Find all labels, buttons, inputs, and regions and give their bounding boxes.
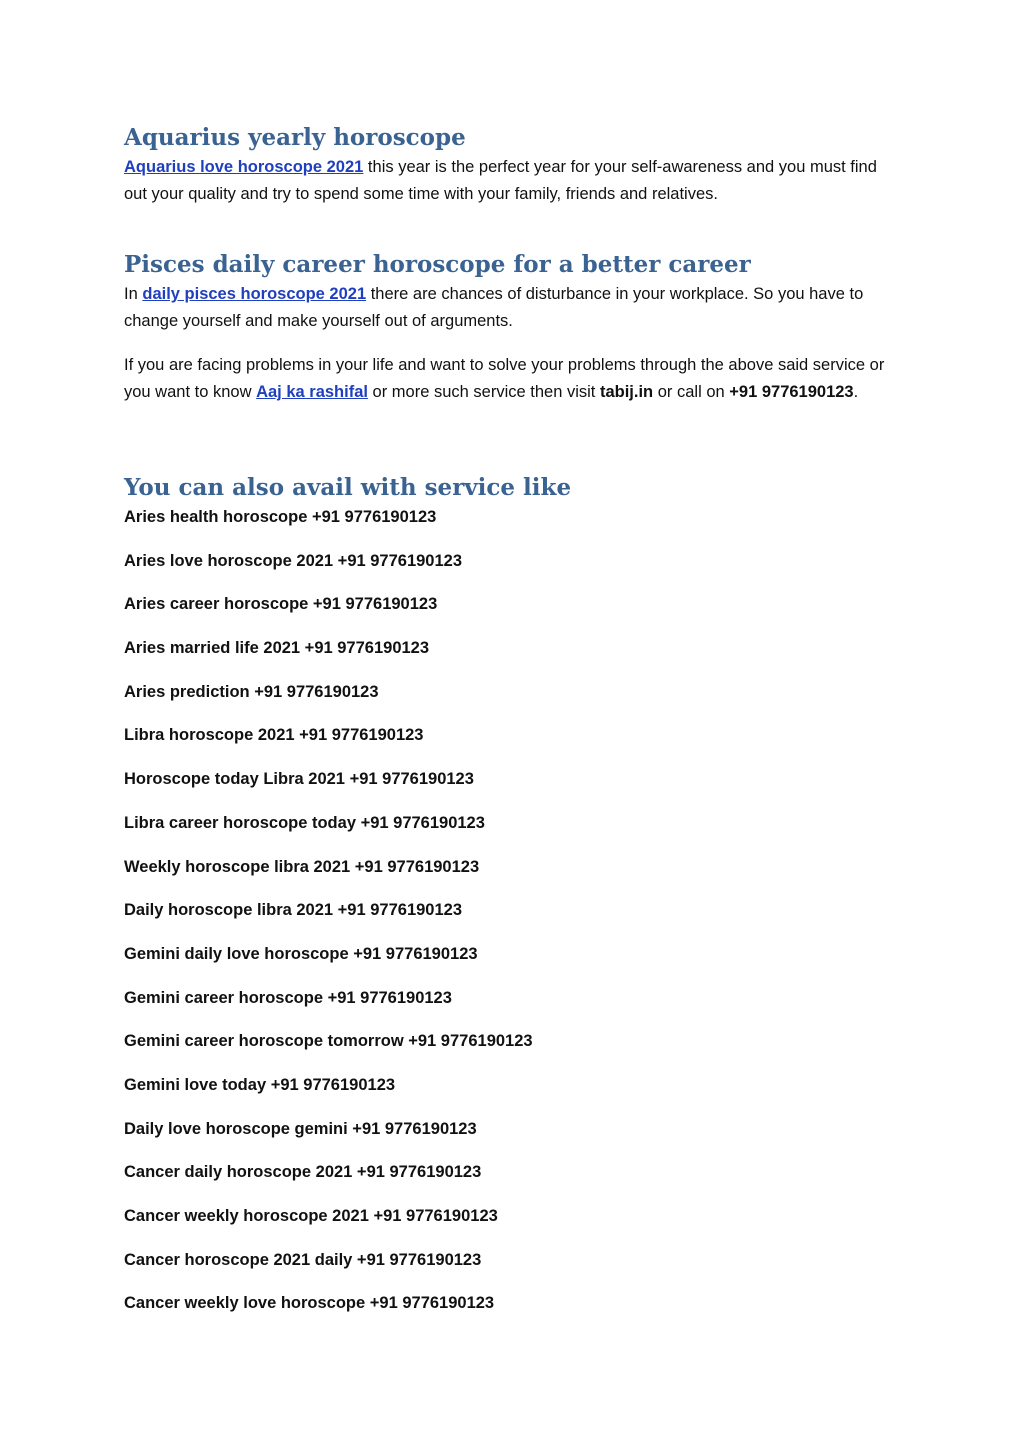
service-item: Daily love horoscope gemini +91 9776190123 bbox=[124, 1119, 477, 1138]
contact-text-3: or call on bbox=[653, 383, 730, 401]
pisces-paragraph-lead: In bbox=[124, 285, 143, 303]
phone-number: +91 9776190123 bbox=[729, 383, 854, 401]
service-item: Cancer daily horoscope 2021 +91 9776190123 bbox=[124, 1163, 482, 1182]
pisces-paragraph bbox=[124, 281, 894, 335]
service-item: Aries prediction +91 9776190123 bbox=[124, 682, 379, 701]
service-item: Aries love horoscope 2021 +91 9776190123 bbox=[124, 551, 463, 570]
service-item: Gemini career horoscope tomorrow +91 9776190123 bbox=[124, 1032, 533, 1051]
services-section bbox=[124, 473, 894, 1336]
aquarius-love-horoscope-link[interactable]: Aquarius love horoscope 2021 bbox=[124, 158, 364, 176]
services-heading: You can also avail with service like bbox=[124, 474, 572, 501]
contact-text-1: If you are facing problems in your life and want to solve your problems through the above said service or you want to know bbox=[124, 356, 885, 401]
contact-text-2: or more such service then visit bbox=[367, 383, 600, 401]
service-item: Weekly horoscope libra 2021 +91 9776190123 bbox=[124, 857, 480, 876]
service-item: Horoscope today Libra 2021 +91 9776190123 bbox=[124, 770, 474, 789]
daily-pisces-horoscope-link[interactable]: daily pisces horoscope 2021 bbox=[142, 285, 367, 303]
pisces-paragraph-text: there are chances of disturbance in your workplace. So you have to change yourself and make yourself out of arguments. bbox=[124, 285, 864, 330]
service-item: Cancer weekly love horoscope +91 9776190123 bbox=[124, 1294, 495, 1313]
service-item: Cancer horoscope 2021 daily +91 9776190123 bbox=[124, 1250, 482, 1269]
aquarius-paragraph bbox=[124, 154, 894, 208]
aquarius-heading: Aquarius yearly horoscope bbox=[124, 124, 466, 151]
contact-text-4: . bbox=[853, 383, 859, 401]
contact-paragraph bbox=[124, 352, 894, 406]
service-item: Aries married life 2021 +91 9776190123 bbox=[124, 639, 430, 658]
service-item: Gemini career horoscope +91 9776190123 bbox=[124, 988, 452, 1007]
aaj-ka-rashifal-link[interactable]: Aaj ka rashifal bbox=[256, 383, 368, 401]
site-name: tabij.in bbox=[599, 383, 654, 401]
service-item: Aries career horoscope +91 9776190123 bbox=[124, 595, 438, 614]
service-item: Libra horoscope 2021 +91 9776190123 bbox=[124, 726, 424, 745]
service-item: Gemini daily love horoscope +91 9776190123 bbox=[124, 944, 478, 963]
service-item: Aries health horoscope +91 9776190123 bbox=[124, 508, 437, 526]
service-item: Cancer weekly horoscope 2021 +91 9776190123 bbox=[124, 1207, 498, 1225]
pisces-section bbox=[124, 250, 894, 335]
service-item: Daily horoscope libra 2021 +91 9776190123 bbox=[124, 901, 463, 920]
service-item: Libra career horoscope today +91 9776190123 bbox=[124, 813, 485, 832]
aquarius-paragraph-text: this year is the perfect year for your self-awareness and you must find out your quality and try to spend some time with your family, friends and relatives. bbox=[124, 158, 877, 203]
service-item: Gemini love today +91 9776190123 bbox=[124, 1075, 396, 1094]
pisces-heading: Pisces daily career horoscope for a better career bbox=[124, 251, 751, 278]
service-list bbox=[124, 506, 894, 1314]
aquarius-section bbox=[124, 123, 894, 208]
